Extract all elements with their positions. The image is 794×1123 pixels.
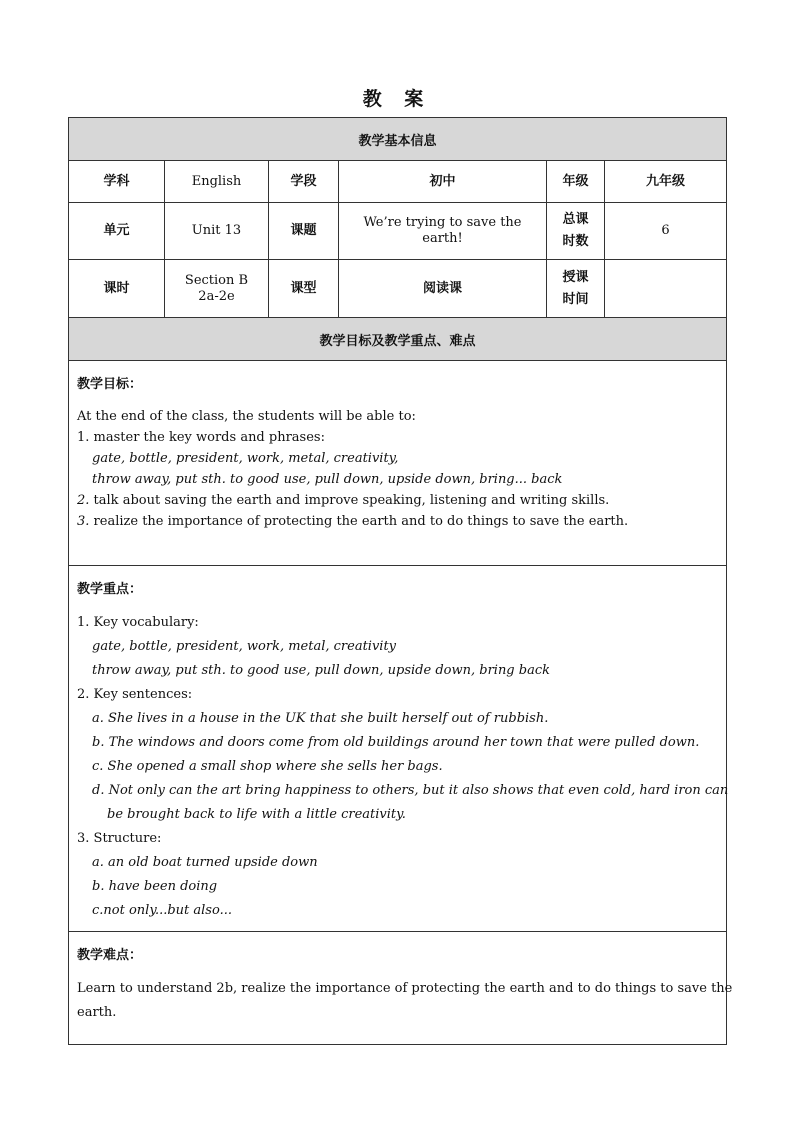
subject-value: English (165, 161, 269, 203)
stage-label: 学段 (269, 161, 339, 203)
objectives-heading: 教学目标： (77, 377, 143, 392)
key-vocabulary-words: gate, bottle, president, work, metal, creativity (92, 639, 397, 654)
structure-c: c.not only...but also... (92, 903, 232, 918)
unit-label: 单元 (69, 203, 165, 260)
key-sentence-a: a. She lives in a house in the UK that she built herself out of rubbish. (92, 711, 549, 726)
total-hours-label-2: 时数 (562, 234, 589, 249)
unit-value: Unit 13 (165, 203, 269, 260)
difficulties-heading: 教学难点： (77, 948, 143, 963)
goals-header: 教学目标及教学重点、难点 (69, 318, 727, 361)
document-title: 教 案 (362, 88, 432, 110)
difficulties-text-line-2: earth. (77, 1005, 117, 1020)
key-points-section (69, 566, 727, 932)
lesson-type-label: 课型 (269, 260, 339, 318)
lesson-type-value: 阅读课 (339, 260, 547, 318)
objectives-section (69, 361, 727, 566)
stage-value: 初中 (339, 161, 547, 203)
difficulties-section (69, 932, 733, 1045)
objective-1-words: gate, bottle, president, work, metal, creativity, (92, 451, 399, 466)
teaching-time-label-2: 时间 (562, 291, 589, 307)
period-line-2: 2a-2e (198, 288, 235, 304)
teaching-time-value (605, 260, 727, 318)
teaching-time-label-1: 授课 (562, 269, 589, 285)
key-sentence-c: c. She opened a small shop where she sells her bags. (92, 759, 443, 774)
basic-info-header: 教学基本信息 (69, 118, 727, 161)
period-label: 课时 (69, 260, 165, 318)
topic-line-1: We’re trying to save the (363, 215, 522, 230)
objective-3-number: 3. (77, 514, 90, 529)
grade-label: 年级 (547, 161, 605, 203)
objective-1-phrases: throw away, put sth. to good use, pull down, upside down, bring... back (92, 472, 563, 487)
period-line-1: Section B (184, 272, 249, 288)
key-sentence-d-line-2: be brought back to life with a little creativity. (107, 807, 406, 822)
key-sentences-title: 2. Key sentences: (77, 687, 193, 702)
objective-3-text: realize the importance of protecting the earth and to do things to save the earth. (93, 514, 629, 529)
subject-label: 学科 (69, 161, 165, 203)
objective-1: 1. master the key words and phrases: (77, 430, 325, 445)
structure-b: b. have been doing (92, 879, 218, 894)
topic-label: 课题 (269, 203, 339, 260)
objective-3 (77, 511, 718, 532)
total-hours-label-1: 总课 (562, 212, 589, 227)
key-sentence-d-line-1: d. Not only can the art bring happiness to others, but it also shows that even cold, hard iron can (92, 783, 729, 798)
structure-title: 3. Structure: (77, 831, 162, 846)
topic-value (339, 203, 547, 260)
key-vocabulary-title: 1. Key vocabulary: (77, 615, 199, 630)
structure-a: a. an old boat turned upside down (92, 855, 318, 870)
grade-value: 九年级 (605, 161, 727, 203)
objective-2-number: 2. (77, 493, 90, 508)
objectives-intro: At the end of the class, the students will be able to: (77, 409, 416, 424)
lesson-plan-table (68, 117, 733, 1045)
total-hours-value: 6 (605, 203, 727, 260)
teaching-time-label (547, 260, 605, 318)
key-vocabulary-phrases: throw away, put sth. to good use, pull down, upside down, bring back (92, 663, 550, 678)
topic-line-2: earth! (422, 231, 463, 246)
period-value (165, 260, 269, 318)
difficulties-text-line-1: Learn to understand 2b, realize the importance of protecting the earth and to do things to save the (77, 981, 733, 996)
total-hours-label (547, 203, 605, 260)
objective-2-text: talk about saving the earth and improve speaking, listening and writing skills. (93, 493, 610, 508)
key-sentence-b: b. The windows and doors come from old buildings around her town that were pulled down. (92, 735, 700, 750)
objective-2 (77, 490, 718, 511)
key-points-heading: 教学重点： (77, 582, 143, 597)
